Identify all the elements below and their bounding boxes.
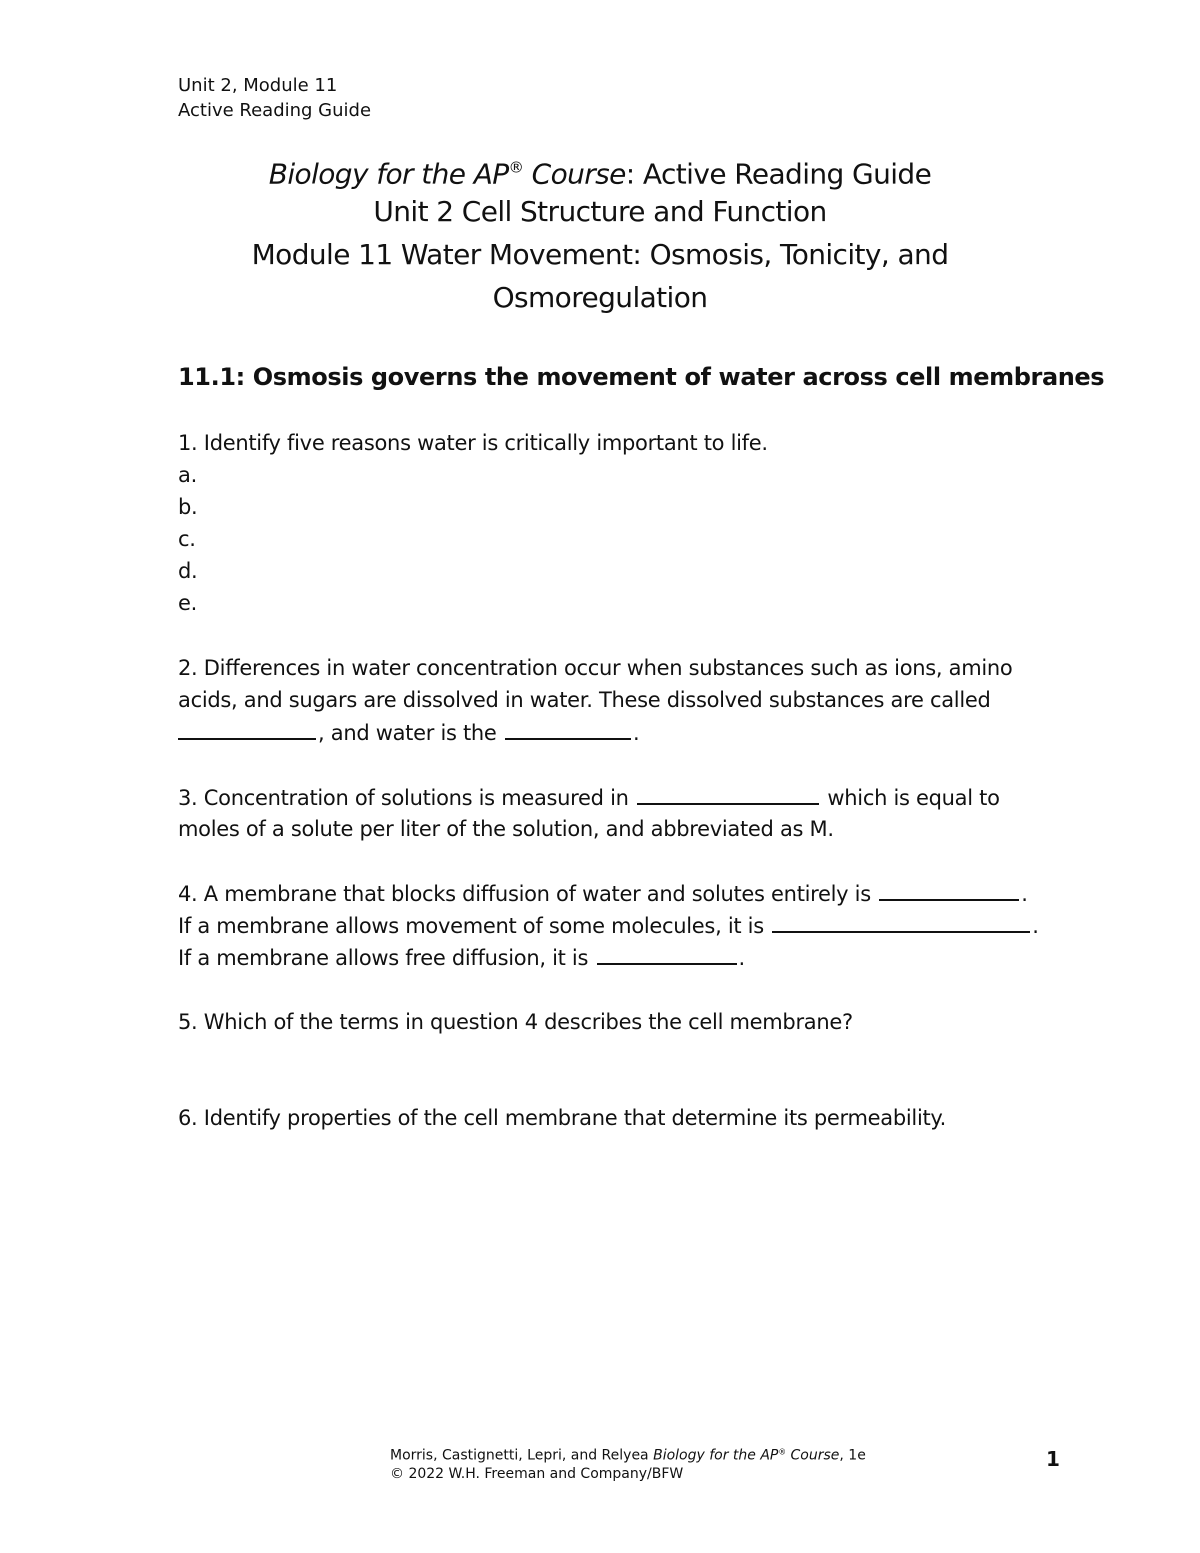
- module-title-line1: Module 11 Water Movement: Osmosis, Tonicity, and: [251, 238, 949, 271]
- answer-label-a: a.: [178, 463, 197, 487]
- unit-title: Unit 2 Cell Structure and Function: [373, 195, 827, 228]
- title-book-name: Biology for the AP: [268, 157, 509, 191]
- question-1: 1. Identify five reasons water is critically important to life.: [178, 431, 768, 455]
- question-4-line2: If a membrane allows movement of some molecules, it is .: [178, 909, 1078, 942]
- question-4-line1: 4. A membrane that blocks diffusion of water and solutes entirely is .: [178, 877, 1078, 910]
- question-6: 6. Identify properties of the cell membrane that determine its permeability.: [178, 1106, 946, 1130]
- title-guide-text: : Active Reading Guide: [625, 157, 932, 191]
- answer-label-e: e.: [178, 591, 197, 615]
- fill-blank-solutes[interactable]: [178, 716, 316, 740]
- fill-blank-permeable[interactable]: [597, 941, 737, 965]
- question-2-line2: acids, and sugars are dissolved in water. These dissolved substances are called: [178, 688, 991, 712]
- title-registered-mark: ®: [508, 159, 524, 177]
- header-guide-label: Active Reading Guide: [178, 100, 372, 121]
- answer-label-d: d.: [178, 559, 198, 583]
- fill-blank-solvent[interactable]: [505, 716, 631, 740]
- question-4-line3: If a membrane allows free diffusion, it is .: [178, 941, 1078, 974]
- module-title-line2: Osmoregulation: [492, 281, 708, 314]
- footer-citation: Morris, Castignetti, Lepri, and Relyea Biology for the AP® Course, 1e: [390, 1447, 866, 1464]
- document-title: [0, 147, 1200, 195]
- fill-blank-semipermeable[interactable]: [772, 909, 1030, 933]
- question-3-line2: moles of a solute per liter of the solution, and abbreviated as M.: [178, 817, 834, 841]
- question-3-line1: 3. Concentration of solutions is measured in which is equal to: [178, 781, 1078, 814]
- title-course-word: Course: [523, 157, 626, 191]
- page-number: 1: [1046, 1447, 1060, 1471]
- question-2-line1: 2. Differences in water concentration occur when substances such as ions, amino: [178, 656, 1013, 680]
- section-heading: 11.1: Osmosis governs the movement of water across cell membranes: [178, 363, 1105, 391]
- answer-label-c: c.: [178, 527, 196, 551]
- fill-blank-molarity[interactable]: [637, 781, 819, 805]
- question-5: 5. Which of the terms in question 4 describes the cell membrane?: [178, 1010, 853, 1034]
- footer-copyright: © 2022 W.H. Freeman and Company/BFW: [390, 1466, 684, 1482]
- question-2-line3: , and water is the .: [178, 716, 1078, 749]
- fill-blank-impermeable[interactable]: [879, 877, 1019, 901]
- header-unit-module: Unit 2, Module 11: [178, 75, 338, 96]
- answer-label-b: b.: [178, 495, 198, 519]
